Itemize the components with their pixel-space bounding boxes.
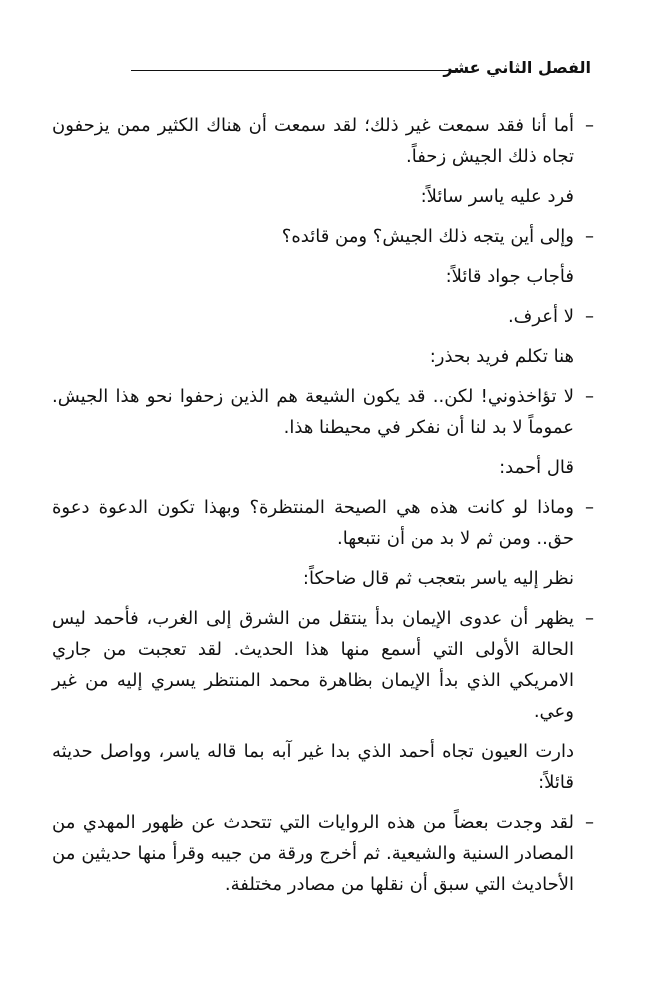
narration-paragraph: [52, 341, 594, 372]
header-rule: [131, 70, 463, 71]
dialogue-dash: –: [585, 306, 594, 327]
dialogue-dash: –: [585, 386, 594, 407]
paragraph-text: يظهر أن عدوى الإيمان بدأ ينتقل من الشرق إلى الغرب، فأحمد ليس الحالة الأولى التي أسمع منها هذا الحديث. لقد تعجبت من جاري الامريكي الذي بدأ الإيمان بظاهرة محمد المنتظر يسري إليه من غير وعي.: [52, 608, 574, 722]
narration-paragraph: [52, 452, 594, 483]
paragraph-text: دارت العيون تجاه أحمد الذي بدا غير آبه بما قاله ياسر، وواصل حديثه قائلاً:: [52, 741, 574, 793]
dialogue-dash: –: [585, 812, 594, 833]
dialogue-dash: –: [585, 608, 594, 629]
body-text: [52, 110, 594, 909]
narration-paragraph: [52, 181, 594, 212]
paragraph-text: وماذا لو كانت هذه هي الصيحة المنتظرة؟ وبهذا تكون الدعوة دعوة حق.. ومن ثم لا بد من أن نتبعها.: [52, 497, 574, 549]
dialogue-paragraph: [52, 381, 594, 443]
dialogue-paragraph: [52, 221, 594, 252]
chapter-title: الفصل الثاني عشر: [443, 58, 591, 77]
dialogue-paragraph: [52, 301, 594, 332]
paragraph-text: قال أحمد:: [499, 457, 574, 478]
paragraph-text: لقد وجدت بعضاً من هذه الروايات التي تتحدث عن ظهور المهدي من المصادر السنية والشيعية. ثم أخرج ورقة من جيبه وقرأ منها حديثين من الأحاديث التي سبق أن نقلها من مصادر مختلفة.: [52, 812, 574, 895]
dialogue-dash: –: [585, 115, 594, 136]
dialogue-paragraph: [52, 492, 594, 554]
paragraph-text: نظر إليه ياسر بتعجب ثم قال ضاحكاً:: [302, 568, 574, 589]
paragraph-text: أما أنا فقد سمعت غير ذلك؛ لقد سمعت أن هناك الكثير ممن يزحفون تجاه ذلك الجيش زحفاً.: [52, 115, 574, 167]
dialogue-paragraph: [52, 603, 594, 727]
paragraph-text: لا أعرف.: [507, 306, 574, 327]
narration-paragraph: [52, 261, 594, 292]
narration-paragraph: [52, 736, 594, 798]
dialogue-paragraph: [52, 110, 594, 172]
page-header: [51, 56, 591, 86]
paragraph-text: لا تؤاخذوني! لكن.. قد يكون الشيعة هم الذين زحفوا نحو هذا الجيش. عموماً لا بد لنا أن نفكر في محيطنا هذا.: [52, 386, 574, 438]
dialogue-dash: –: [585, 226, 594, 247]
narration-paragraph: [52, 563, 594, 594]
paragraph-text: فرد عليه ياسر سائلاً:: [420, 186, 574, 207]
paragraph-text: فأجاب جواد قائلاً:: [445, 266, 574, 287]
dialogue-paragraph: [52, 807, 594, 900]
paragraph-text: هنا تكلم فريد بحذر:: [429, 346, 574, 367]
dialogue-dash: –: [585, 497, 594, 518]
paragraph-text: وإلى أين يتجه ذلك الجيش؟ ومن قائده؟: [281, 226, 574, 247]
